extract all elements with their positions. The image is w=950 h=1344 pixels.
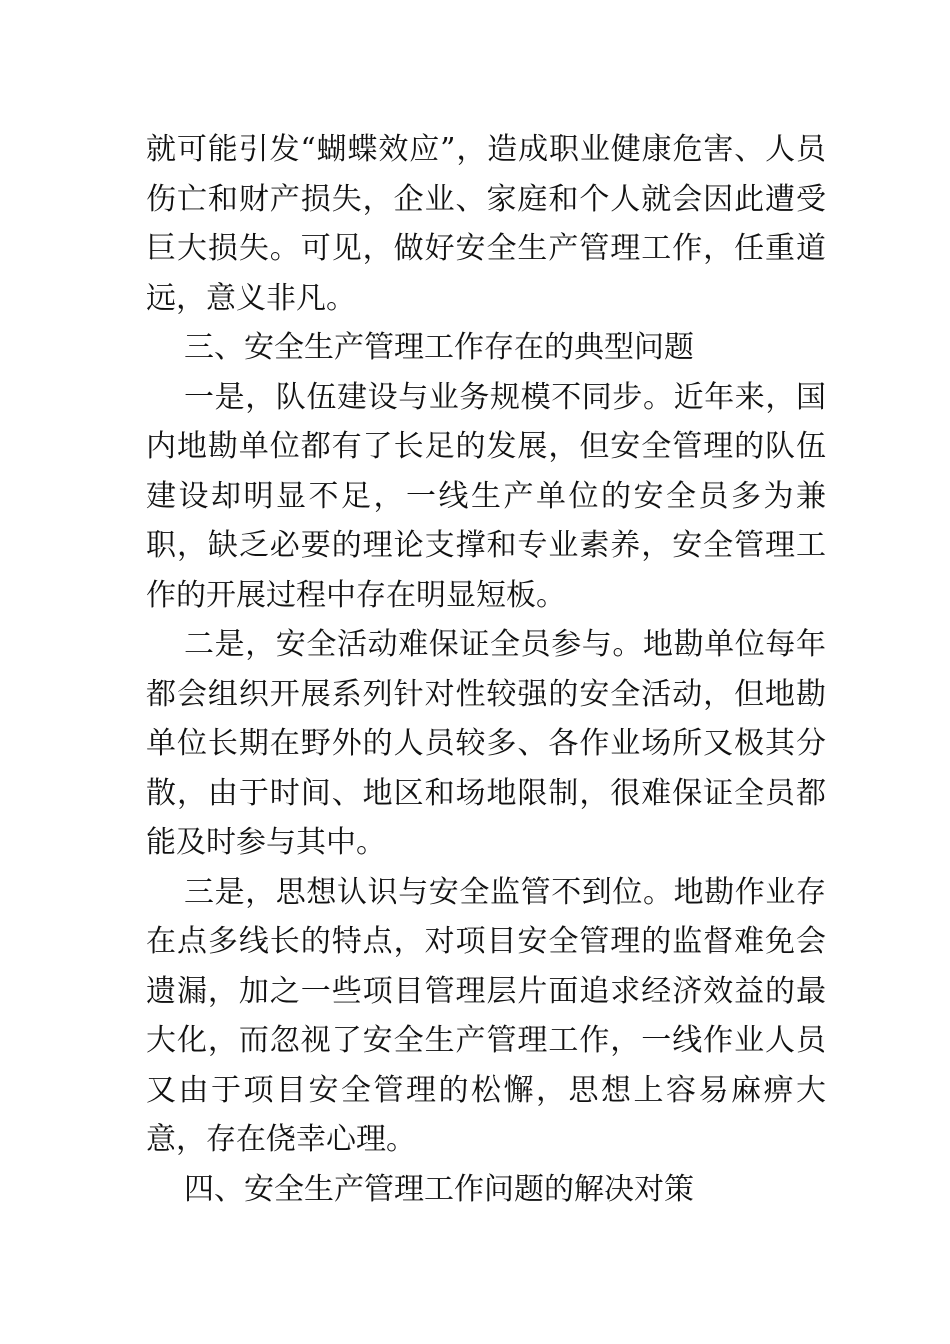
paragraph-continuation: 就可能引发“蝴蝶效应”，造成职业健康危害、人员伤亡和财产损失，企业、家庭和个人就会因此遭受巨大损失。可见，做好安全生产管理工作，任重道远，意义非凡。 bbox=[146, 132, 826, 316]
document-body bbox=[146, 125, 826, 1214]
paragraph-problem-3: 三是，思想认识与安全监管不到位。地勘作业存在点多线长的特点，对项目安全管理的监督难免会遗漏，加之一些项目管理层片面追求经济效益的最大化，而忽视了安全生产管理工作，一线作业人员又由于项目安全管理的松懈，思想上容易麻痹大意，存在侥幸心理。 bbox=[146, 874, 826, 1157]
section-heading-4: 四、安全生产管理工作问题的解决对策 bbox=[184, 1171, 694, 1207]
paragraph-problem-2: 二是，安全活动难保证全员参与。地勘单位每年都会组织开展系列针对性较强的安全活动，但地勘单位长期在野外的人员较多、各作业场所又极其分散，由于时间、地区和场地限制，很难保证全员都能及时参与其中。 bbox=[146, 627, 826, 860]
paragraph-problem-1: 一是，队伍建设与业务规模不同步。近年来，国内地勘单位都有了长足的发展，但安全管理的队伍建设却明显不足，一线生产单位的安全员多为兼职，缺乏必要的理论支撑和专业素养，安全管理工作的开展过程中存在明显短板。 bbox=[146, 379, 826, 613]
section-heading-3: 三、安全生产管理工作存在的典型问题 bbox=[184, 330, 694, 365]
